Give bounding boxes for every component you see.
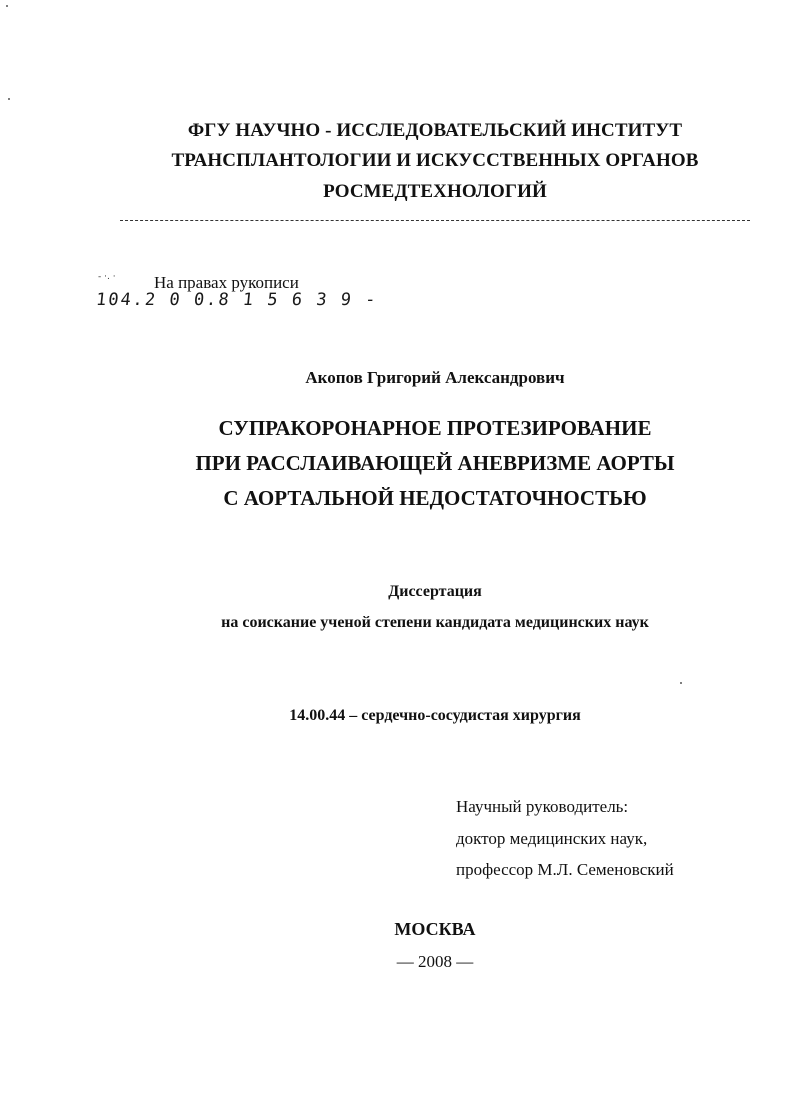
city: МОСКВА [394, 919, 476, 939]
header-divider [120, 220, 750, 221]
year: — 2008 — [396, 952, 474, 971]
title-line-2: ПРИ РАССЛАИВАЮЩЕЙ АНЕВРИЗМЕ АОРТЫ [195, 451, 675, 475]
manuscript-note: На правах рукописи [154, 273, 299, 292]
institute-line-3: РОСМЕДТЕХНОЛОГИЙ [323, 181, 547, 202]
scan-speck [8, 98, 10, 100]
advisor-label: Научный руководитель: [456, 797, 629, 816]
dissertation-label: Диссертация [388, 583, 482, 600]
title-line-3: С АОРТАЛЬНОЙ НЕДОСТАТОЧНОСТЬЮ [223, 486, 647, 510]
specialty-code: 14.00.44 – сердечно-сосудистая хирургия [289, 707, 581, 724]
author-name: Акопов Григорий Александрович [305, 368, 565, 387]
institute-line-1: ФГУ НАУЧНО - ИССЛЕДОВАТЕЛЬСКИЙ ИНСТИТУТ [187, 120, 683, 141]
scan-speck [680, 682, 682, 684]
title-line-1: СУПРАКОРОНАРНОЕ ПРОТЕЗИРОВАНИЕ [218, 416, 652, 440]
stamp-marks: - ·. · [98, 272, 116, 282]
library-stamp-number: 104.2 0 0.8 1 5 6 3 9 - [94, 290, 379, 310]
institute-line-2: ТРАНСПЛАНТОЛОГИИ И ИСКУССТВЕННЫХ ОРГАНОВ [171, 150, 699, 171]
advisor-name: профессор М.Л. Семеновский [456, 860, 674, 879]
scan-speck [6, 5, 8, 7]
dissertation-purpose: на соискание ученой степени кандидата медицинских наук [221, 614, 649, 631]
advisor-degree: доктор медицинских наук, [456, 829, 648, 848]
